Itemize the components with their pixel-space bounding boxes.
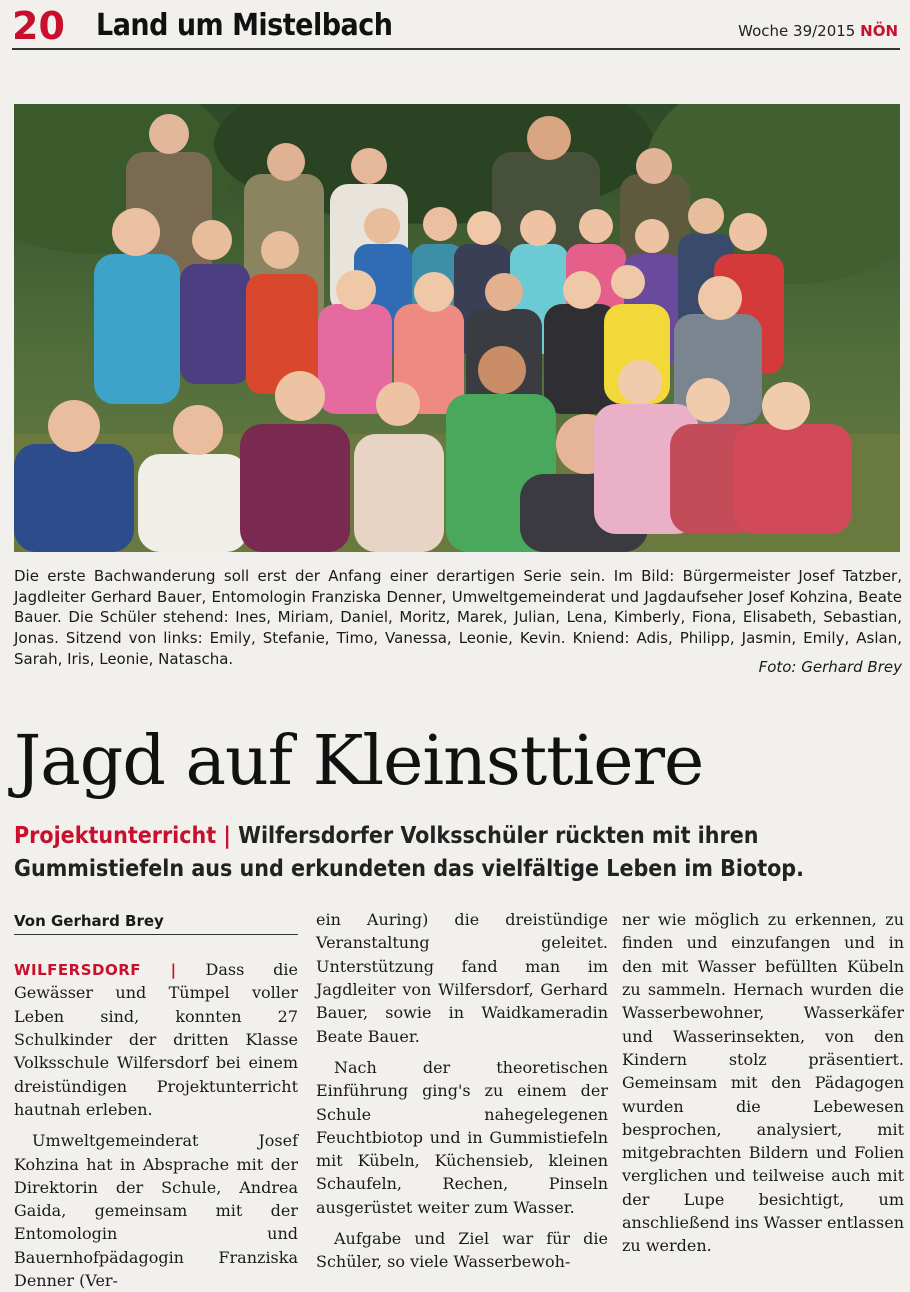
- kicker: Projektunterricht |: [14, 823, 231, 849]
- photo-caption: Die erste Bachwanderung soll erst der Anfang einer derartigen Serie sein. Im Bild: Bürgermeister Josef Tatzber, Jagdleiter Gerhard Bauer, Entomologin Franziska Denner, Umweltgemeinderat und Jagdaufseher Josef Kohzina, Beate Bauer. Die Schüler stehend: Ines, Miriam, Daniel, Moritz, Marek, Julian, Lena, Kimberly, Fiona, Elisabeth, Sebastian, Jonas. Sitzend von links: Emily, Stefanie, Timo, Vanessa, Leonie, Kevin. Kniend: Adis, Philipp, Jasmin, Emily, Aslan, Sarah, Iris, Leonie, Natascha.: [14, 567, 902, 668]
- article-headline: Jagd auf Kleinsttiere: [14, 722, 704, 801]
- paragraph: Nach der theoretischen Einführung ging's zu einem der Schule nahegelegenen Feuchtbiotop und in Gummistiefeln mit Kübeln, Küchensieb, kleinen Schaufeln, Rechen, Pinseln ausgerüstet weiter zum Wasser.: [316, 1057, 608, 1217]
- dateline: WILFERSDORF |: [14, 961, 177, 979]
- page-number: 20: [12, 4, 65, 48]
- column-1: [14, 958, 298, 1292]
- byline: Von Gerhard Brey: [14, 912, 298, 935]
- brand-logo: NÖN: [860, 22, 898, 40]
- paragraph-text: Dass die Gewässer und Tümpel voller Leben sind, konnten 27 Schulkinder der dritten Klasse Volksschule Wilfersdorf bei einem dreistündigen Projektunterricht hautnah erleben.: [14, 960, 299, 1119]
- group-photo: [14, 104, 900, 552]
- header-rule: [12, 48, 900, 50]
- subhead-text: Wilfersdorfer Volksschüler rückten mit ihren Gummistiefeln aus und erkundeten das vielfältige Leben im Biotop.: [14, 823, 804, 882]
- page-header: [12, 4, 902, 48]
- article-subhead: [14, 820, 902, 886]
- issue-info: [738, 22, 898, 40]
- paragraph: Umweltgemeinderat Josef Kohzina hat in Absprache mit der Direktorin der Schule, Andrea Gaida, gemeinsam mit der Entomologin und Bauernhofpädagogin Franziska Denner (Ver-: [14, 1131, 298, 1291]
- column-2: [316, 908, 608, 1274]
- paragraph: ner wie möglich zu erkennen, zu finden und einzufangen und in den mit Wasser befüllten Kübeln zu sammeln. Hernach wurden die Wasserbewohner, Wasserkäfer und Wasserinsekten, von den Kindern stolz präsentiert. Gemeinsam mit den Pädagogen wurden die Lebewesen besprochen, analysiert, mit mitgebrachten Bildern und Folien verglichen und teilweise auch mit der Lupe besichtigt, um anschließend ins Wasser entlassen zu werden.: [622, 910, 904, 1256]
- group-photo-illustration: [14, 104, 900, 552]
- paragraph: [14, 958, 298, 1121]
- issue-week: Woche 39/2015: [738, 22, 856, 40]
- section-title: Land um Mistelbach: [96, 8, 393, 43]
- column-3: [622, 908, 904, 1258]
- paragraph: Aufgabe und Ziel war für die Schüler, so viele Wasserbewoh-: [316, 1229, 608, 1272]
- photo-credit: Foto: Gerhard Brey: [758, 658, 902, 676]
- paragraph: ein Auring) die dreistündige Veranstaltung geleitet. Unterstützung fand man im Jagdleiter von Wilfersdorf, Gerhard Bauer, sowie in Waidkameradin Beate Bauer.: [316, 910, 608, 1046]
